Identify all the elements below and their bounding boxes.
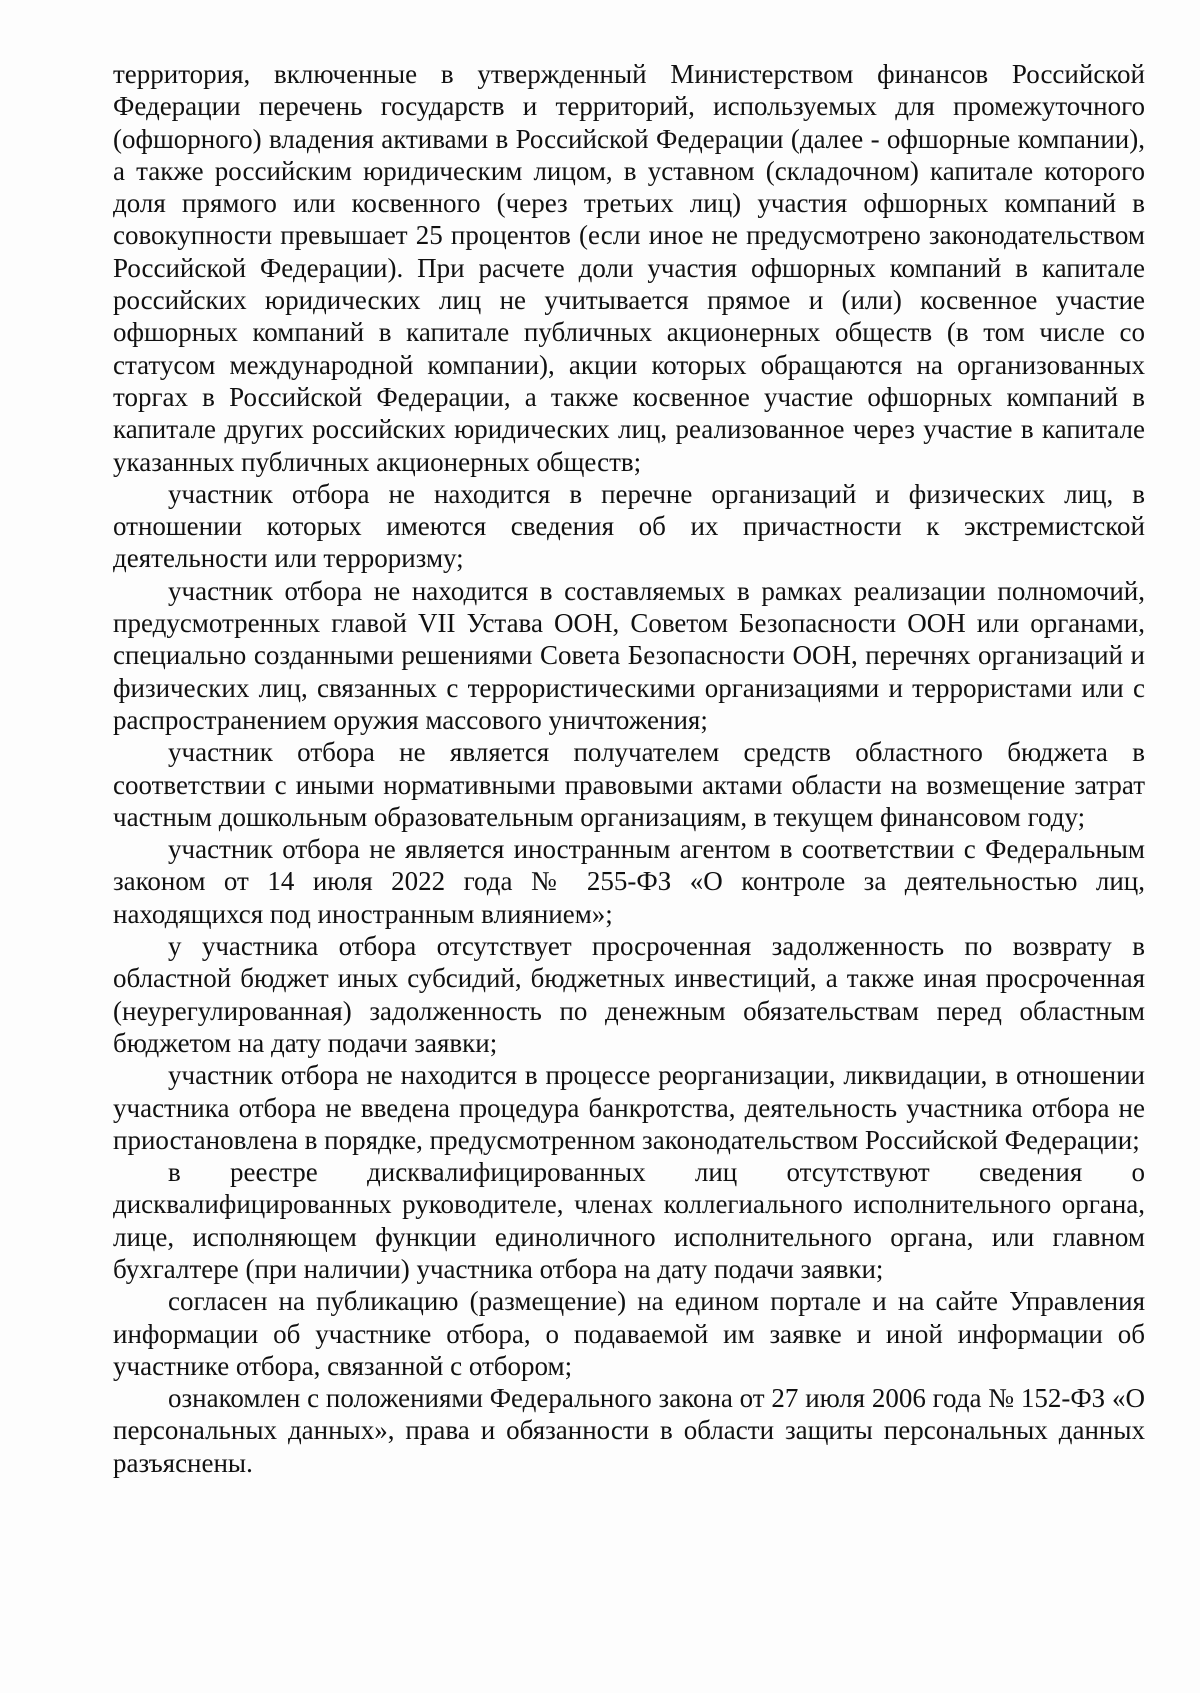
document-body bbox=[113, 58, 1145, 1479]
paragraph-budget-recipient: участник отбора не является получателем средств областного бюджета в соответствии с иными нормативными правовыми актами области на возмещение затрат частным дошкольным образовательным организациям, в текущем финансовом году; bbox=[113, 737, 1145, 832]
paragraph-extremism-list: участник отбора не находится в перечне организаций и физических лиц, в отношении которых имеются сведения об их причастности к экстремистской деятельности или терроризму; bbox=[113, 478, 1145, 574]
paragraph-overdue-debt: у участника отбора отсутствует просроченная задолженность по возврату в областной бюджет иных субсидий, бюджетных инвестиций, а также иная просроченная (неурегулированная) задолженность по денежным обязательствам перед областным бюджетом на дату подачи заявки; bbox=[113, 931, 1145, 1058]
paragraph-offshore-companies: территория, включенные в утвержденный Министерством финансов Российской Федерации перечень государств и территорий, используемых для промежуточного (офшорного) владения активами в Российской Федерации (далее - офшорные компании), а также российским юридическим лицом, в уставном (складочном) капитале которого доля прямого или косвенного (через третьих лиц) участия офшорных компаний в совокупности превышает 25 процентов (если иное не предусмотрено законодательством Российской Федерации). При расчете доли участия офшорных компаний в капитале российских юридических лиц не учитывается прямое и (или) косвенное участие офшорных компаний в капитале публичных акционерных обществ (в том числе со статусом международной компании), акции которых обращаются на организованных торгах в Российской Федерации, а также косвенное участие офшорных компаний в капитале других российских юридических лиц, реализованное через участие в капитале указанных публичных акционерных обществ; bbox=[113, 59, 1145, 477]
paragraph-un-lists: участник отбора не находится в составляемых в рамках реализации полномочий, предусмотренных главой VII Устава ООН, Советом Безопасности ООН или органами, специально созданными решениями Совета Безопасности ООН, перечнях организаций и физических лиц, связанных с террористическими организациями и террористами или с распространением оружия массового уничтожения; bbox=[113, 575, 1145, 735]
paragraph-foreign-agent: участник отбора не является иностранным агентом в соответствии с Федеральным законом от 14 июля 2022 года № 255-ФЗ «О контроле за деятельностью лиц, находящихся под иностранным влиянием»; bbox=[113, 834, 1145, 929]
paragraph-publication-consent: согласен на публикацию (размещение) на едином портале и на сайте Управления информации об участнике отбора, о подаваемой им заявке и иной информации об участнике отбора, связанной с отбором; bbox=[113, 1286, 1145, 1381]
paragraph-reorganization: участник отбора не находится в процессе реорганизации, ликвидации, в отношении участника отбора не введена процедура банкротства, деятельность участника отбора не приостановлена в порядке, предусмотренном законодательством Российской Федерации; bbox=[113, 1060, 1145, 1155]
paragraph-personal-data: ознакомлен с положениями Федерального закона от 27 июля 2006 года № 152-ФЗ «О персональных данных», права и обязанности в области защиты персональных данных разъяснены. bbox=[113, 1383, 1145, 1478]
paragraph-disqualified-persons: в реестре дисквалифицированных лиц отсутствуют сведения о дисквалифицированных руководителе, членах коллегиального исполнительного органа, лице, исполняющем функции единоличного исполнительного органа, или главном бухгалтере (при наличии) участника отбора на дату подачи заявки; bbox=[113, 1157, 1145, 1284]
